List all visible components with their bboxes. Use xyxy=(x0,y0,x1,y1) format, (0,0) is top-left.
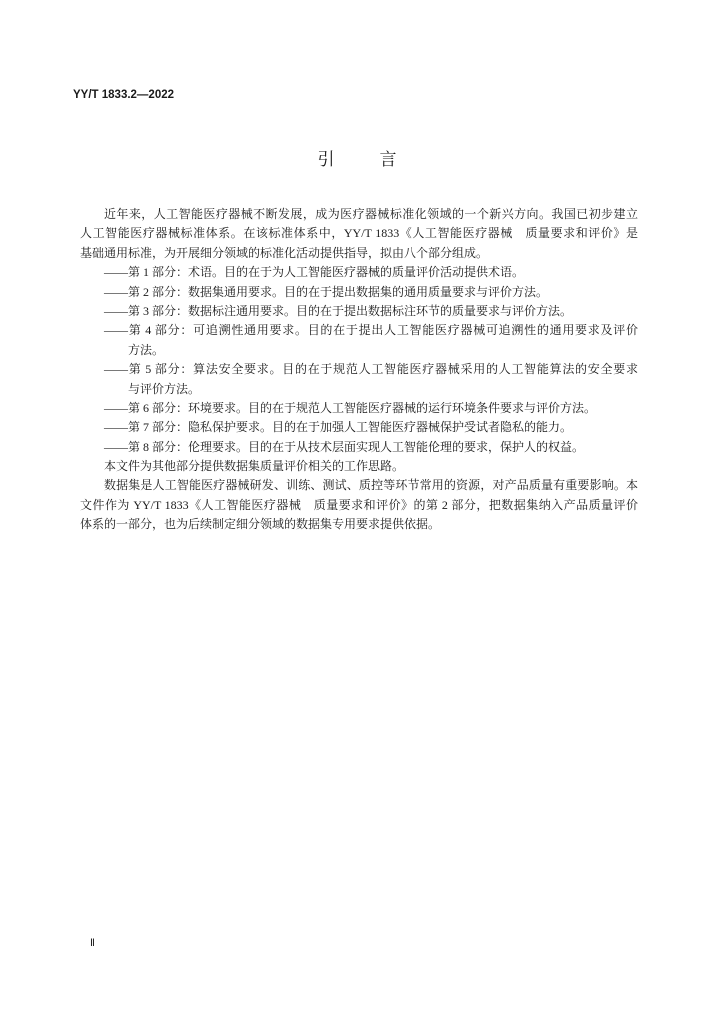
part-item-line: ——第 8 部分：伦理要求。目的在于从技术层面实现人工智能伦理的要求，保护人的权益。 xyxy=(104,439,585,454)
intro-paragraph-line: 人工智能医疗器械标准体系。在该标准体系中，YY/T 1833《人工智能医疗器械 质量要求和评价》是 xyxy=(80,226,638,241)
section-title: 引 言 xyxy=(317,150,411,169)
closing-paragraph-line: 体系的一部分，也为后续制定细分领域的数据集专用要求提供依据。 xyxy=(80,517,441,532)
part-item-1 xyxy=(80,263,638,282)
note-paragraph-line: 本文件为其他部分提供数据集质量评价相关的工作思路。 xyxy=(104,459,405,474)
part-item-line: ——第 7 部分：隐私保护要求。目的在于加强人工智能医疗器械保护受试者隐私的能力。 xyxy=(104,420,573,435)
parts-list xyxy=(80,263,638,457)
part-item-4 xyxy=(80,321,638,360)
part-item-5 xyxy=(80,360,638,399)
part-item-6 xyxy=(80,399,638,418)
part-item-3 xyxy=(80,302,638,321)
closing-paragraph xyxy=(80,476,638,534)
part-item-2 xyxy=(80,283,638,302)
intro-paragraph xyxy=(80,205,638,263)
part-item-7 xyxy=(80,418,638,437)
part-item-line: ——第 4 部分：可追溯性通用要求。目的在于提出人工智能医疗器械可追溯性的通用要求及评价 xyxy=(104,323,638,338)
part-item-line: 方法。 xyxy=(128,342,165,357)
closing-paragraph-line: 数据集是人工智能医疗器械研发、训练、测试、质控等环节常用的资源，对产品质量有重要影响。本 xyxy=(104,478,638,493)
part-item-line: ——第 3 部分：数据标注通用要求。目的在于提出数据标注环节的质量要求与评价方法。 xyxy=(104,303,573,318)
intro-paragraph-line: 基础通用标准，为开展细分领域的标准化活动提供指导，拟由八个部分组成。 xyxy=(80,245,489,260)
standard-code-header: YY/T 1833.2—2022 xyxy=(73,89,175,101)
part-item-8 xyxy=(80,438,638,457)
intro-paragraph-line: 近年来，人工智能医疗器械不断发展，成为医疗器械标准化领域的一个新兴方向。我国已初步建立 xyxy=(104,207,638,221)
part-item-line: 与评价方法。 xyxy=(128,381,201,396)
page-number: Ⅱ xyxy=(90,938,95,949)
note-paragraph xyxy=(80,457,638,476)
part-item-line: ——第 1 部分：术语。目的在于为人工智能医疗器械的质量评价活动提供术语。 xyxy=(104,265,525,280)
part-item-line: ——第 2 部分：数据集通用要求。目的在于提出数据集的通用质量要求与评价方法。 xyxy=(104,284,549,299)
closing-paragraph-line: 文件作为 YY/T 1833《人工智能医疗器械 质量要求和评价》的第 2 部分，把数据集纳入产品质量评价 xyxy=(80,497,638,512)
introduction-body xyxy=(80,205,638,535)
part-item-line: ——第 5 部分：算法安全要求。目的在于规范人工智能医疗器械采用的人工智能算法的安全要求 xyxy=(104,362,638,377)
part-item-line: ——第 6 部分：环境要求。目的在于规范人工智能医疗器械的运行环境条件要求与评价方法。 xyxy=(104,400,597,415)
